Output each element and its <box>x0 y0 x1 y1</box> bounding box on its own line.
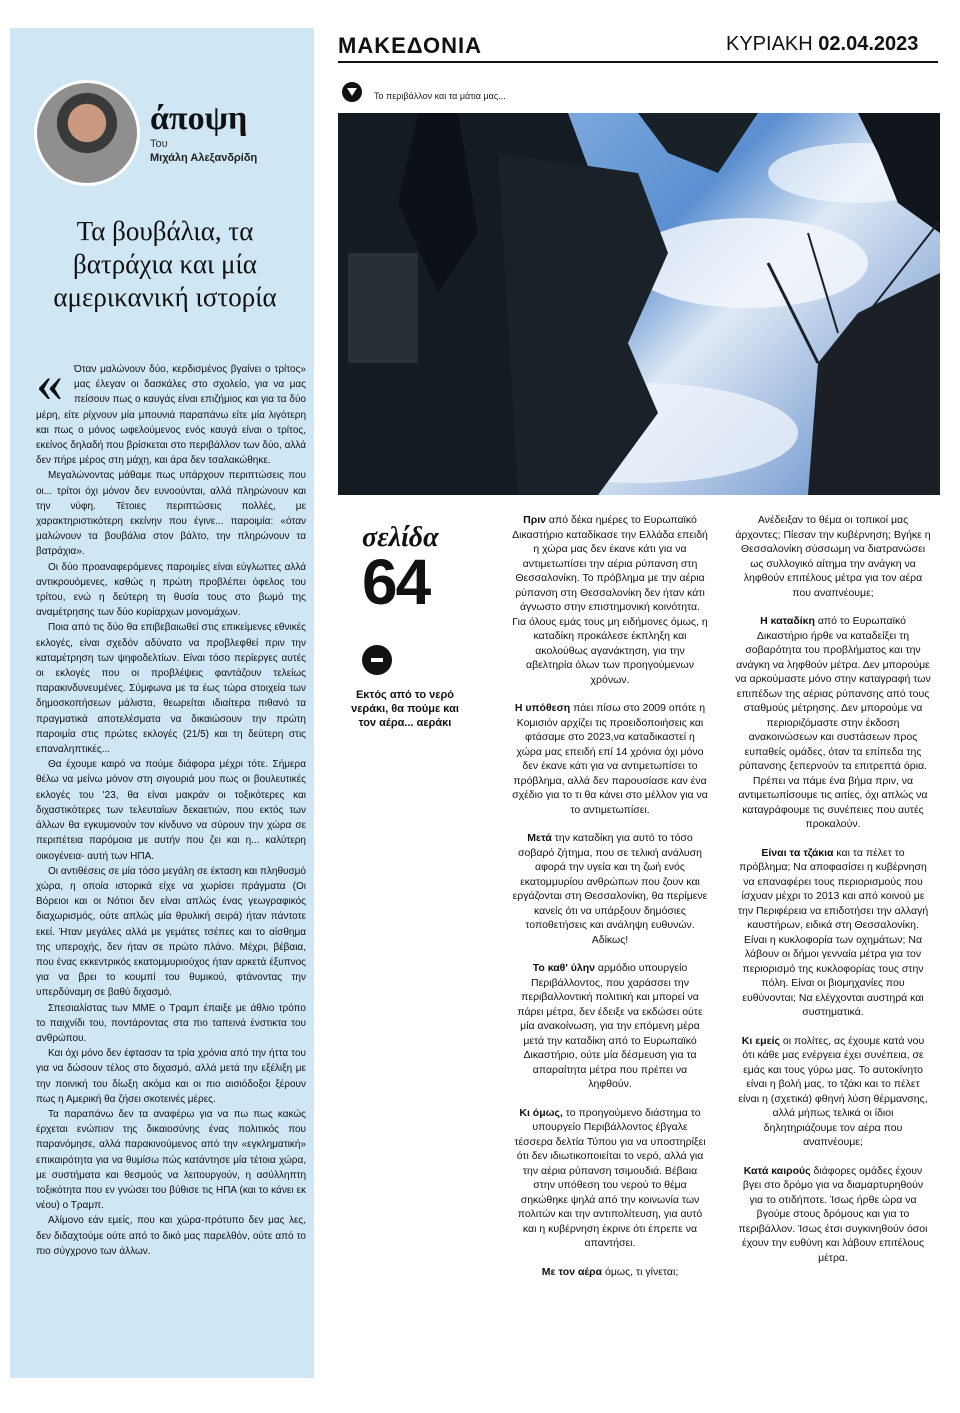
author-avatar <box>34 80 140 186</box>
article-paragraph: Η καταδίκη από το Ευρωπαϊκό Δικαστήριο ήρθε να καταδείξει τη σοβαρότητα του προβλήματος και την ανάγκη να ληφθούν μέτρα. Δεν μπορούμε να αρκούμαστε μόνο στην καταγραφή των επιπέδων της αέριας ρύπανσης από τους σταθμούς μέτρησης. Δεν μπορούμε να περιοριζόμαστε στην έκδοση ανακοινώσεων και συστάσεων προς ευπαθείς ομάδες, όταν τα επίπεδα της ρύπανσης ξεπερνούν τα επιτρεπτά όρια. Πρέπει να πάμε ένα βήμα πριν, να αντιμετωπίσουμε τις αιτίες, όχι απλώς να καταγράφουμε τις συνέπειες που αυτές προκαλούν. <box>735 615 931 830</box>
opinion-paragraph: Όταν μαλώνουν δύο, κερδισμένος βγαίνει ο τρίτος» μας έλεγαν οι δασκάλες στο σχολείο, για να μας πείσουν πως ο καυγάς είναι επιζήμιος και για τα δύο μέρη, είτε ρίχνουν μία μπουνιά παραπάνω είτε μία λιγότερη και πως ο μόνος ωφελούμενος ενός καυγά είναι ο τρίτος, εκείνος δηλαδή που βρίσκεται στο περιβάλλον των δύο, αλλά δεν πήρε μέρος στη μάχη, και άρα δεν τσαλακώθηκε. <box>36 364 306 467</box>
article-paragraph: Κι εμείς οι πολίτες, ας έχουμε κατά νου ότι κάθε μας ενέργεια έχει συνέπεια, σε εμάς και τους γύρω μας. Το αυτοκίνητο είναι η βολή μας, το τζάκι και το πέλετ είναι η (σχετικά) φθηνή λύση θέρμανσης, αλλά μήπως τελικά οι ίδιοι δηλητηριάζουμε τον αέρα που αναπνέουμε; <box>738 1034 928 1148</box>
article-paragraph: Ανέδειξαν το θέμα οι τοπικοί μας άρχοντες; Πίεσαν την κυβέρνηση; Βγήκε η Θεσσαλονίκη σύσσωμη να διατρανώσει ως συλλογικό αίτημα την ανάγκη να ληφθούν επιτέλους μέτρα για τον αέρα που αναπνέουμε; <box>735 514 931 599</box>
quote-mark: « <box>36 353 63 413</box>
opinion-paragraph: Τα παραπάνω δεν τα αναφέρω για να πω πως κακώς έρχεται ενώπιον της δικαιοσύνης ένας πολιτικός που παρανόμησε, αλλά παρακινούμενος από την «εγκληματική» επικαιρότητα για να θυμίσω πώς κατάντησε μία τέτοια χώρα, με συστήματα και θεσμούς να λειτουργούν, η ασύλληπτη τοξικότητα που εν γνώσει του βύθισε τις ΗΠΑ (και το κάνει εκ νέου) ο Τραμπ. <box>36 1108 306 1212</box>
article-paragraph: Η υπόθεση πάει πίσω στο 2009 οπότε η Κομισιόν αρχίζει τις προειδοποιήσεις και φτάσαμε στο 2023,να καταδικαστεί η χώρα μας επειδή επί 14 χρόνια όχι μόνο δεν έκανε κάτι για να αντιμετωπίσει το πρόβλημα, αλλά δεν παρουσίασε καν ένα σχέδιο για το τι θα κάνει στο μέλλον για να το αντιμετωπίσει. <box>512 702 708 816</box>
author-prefix: Του <box>150 138 168 150</box>
opinion-headline: Τα βουβάλια, τα βατράχια και μία αμερικανική ιστορία <box>53 216 277 312</box>
opinion-paragraph: Αλίμονο εάν εμείς, που και χώρα-πρότυπο δεν μας λες, δεν διδαχτούμε ούτε από το δικό μας παρελθόν, ούτε από το πιο σύγχρονο των άλλων. <box>36 1215 306 1257</box>
issue-date <box>726 33 918 56</box>
header-divider <box>338 61 938 63</box>
author-name: Μιχάλη Αλεξανδρίδη <box>150 152 258 164</box>
article-paragraph: Κατά καιρούς διάφορες ομάδες έχουν βγει στο δρόμο για να διαμαρτυρηθούν για το οτιδήποτε. Ίσως ήρθε ώρα να βγούμε στους δρόμους και για το περιβάλλον. Ίσως έτσι συγκινηθούν όσοι έχουν την ευθύνη και λάβουν επιτέλους μέτρα. <box>738 1164 928 1264</box>
article-paragraph: Μετά την καταδίκη για αυτό το τόσο σοβαρό ζήτημα, που σε τελική ανάλυση αφορά την υγεία και τη ζωή ενός εκατομμυρίου ανθρώπων που ζουν και εργάζονται στη Θεσσαλονίκη, θα περίμενε κανείς ότι να υπάρξουν δημόσιες τοποθετήσεις και ανάληψη ευθυνών. Αδίκως! <box>512 832 708 946</box>
newspaper-masthead: ΜΑΚΕΔΟΝΙΑ <box>338 33 482 58</box>
opinion-body <box>36 362 306 1259</box>
article-paragraph: Με τον αέρα όμως, τι γίνεται; <box>541 1265 679 1278</box>
article-column-middle <box>512 513 708 1293</box>
article-column-right <box>735 513 931 1279</box>
page-number: 64 <box>362 546 430 618</box>
photo-caption: Το περιβάλλον και τα μάτια μας... <box>374 91 506 101</box>
opinion-paragraph: Σπεσιαλίστας των ΜΜΕ ο Τραμπ έπαιξε με άθλιο τρόπο το παιχνίδι του, ποντάροντας στα πιο ταπεινά ένστικτα του ανθρώπου. <box>36 1002 306 1044</box>
opinion-paragraph: Και όχι μόνο δεν έφτασαν τα τρία χρόνια από την ήττα του για να δώσουν τέλος στο διχασμό, αλλά μετά την εξέλιξη με την ποινική του δίωξη ακόμα και οι πιο αισιόδοξοι ξέρουν πως η Αμερική θα ζήσει σκοτεινές μέρες. <box>36 1048 306 1105</box>
article-paragraph: Πριν από δέκα ημέρες το Ευρωπαϊκό Δικαστήριο καταδίκασε την Ελλάδα επειδή η χώρα μας δεν έκανε κάτι για να αντιμετωπίσει την αέρια ρύπανση στη Θεσσαλονίκη. Το πρόβλημα με την αέρια ρύπανση στη Θεσσαλονίκη δεν ήταν κάτι άγνωστο στην επιστημονική κοινότητα. Για όλους εμάς τους μη ειδήμονες όμως, η καταδίκη προκάλεσε έκπληξη και ακολούθως αγανάκτηση, για την αβελτηρία όλων των προηγούμενων χρόνων. <box>512 514 708 686</box>
opinion-paragraph: Οι αντιθέσεις σε μία τόσο μεγάλη σε έκταση και πληθυσμό χώρα, η οποία ιστορικά είχε να χωρίσει πράγματα (Οι Βόρειοι και οι Νότιοι δεν είναι απλώς ένας γεωγραφικός διαχωρισμός, ούτε απλώς μία θρυλική σειρά) ήταν πάντοτε εκεί. Ήταν μεγάλες αλλά με γεμάτες τσέπες και το αίσθημα της υπεροχής, δεν ήταν σε πρώτο πλάνο. Μέχρι, βέβαια, που ένας εκκεντρικός εκατομμυριούχος ήταν αρκετά έξυπνος για να βρει το κουμπί του θυμικού, φτάνοντας την υπερδύναμη σε βαθύ διχασμό. <box>36 865 306 999</box>
opinion-paragraph: Οι δύο προαναφερόμενες παροιμίες είναι εύγλωττες αλλά αντικρουόμενες, καθώς η πρώτη προβλέπει όφελος του τρίτου, ενώ η δεύτερη τη θυσία τους στο βωμό της αναμέτρησης των δύο κυρίαρχων μονομάχων. <box>36 561 306 619</box>
opinion-paragraph: Θα έχουμε καιρό να πούμε διάφορα μέχρι τότε. Σήμερα θέλω να μείνω μόνον στη σιγουριά μου πως οι βουλευτικές εκλογές του '23, θα είναι μακράν οι τοξικότερες και διχαστικότερες των τελευταίων δεκαετιών, που εκτός των άλλων θα εγκυμονούν τον κίνδυνο να σύρουν την χώρα σε περιπέτεια παρόμοια με αυτήν που ζει και η... καλύτερη οικογένεια- αυτή των ΗΠΑ. <box>36 759 306 862</box>
section-title: άποψη <box>150 100 248 137</box>
opinion-paragraph: Ποια από τις δύο θα επιβεβαιωθεί στις επικείμενες εθνικές εκλογές, είναι σχεδόν αδύνατο να προβλεφθεί πριν την καταμέτρηση των ψηφοδελτίων. Είναι τόσο περίεργες αυτές οι εκλογές που οι προβλέψεις φαντάζουν τελείως παρακινδυνευμένες. Σύμφωνα με τα έως τώρα στοιχεία των δημοσκοπήσεων μάλιστα, θεωρείται ιδιαίτερα πιθανό τα πραγματικά αποτελέσματα να δικαιώσουν την πρώτη παροιμία στις πρώτες εκλογές (21/5) και τη δεύτερη στις επαναληπτικές... <box>36 622 306 756</box>
issue-date-value: 02.04.2023 <box>818 33 919 55</box>
page-label: σελίδα <box>362 522 439 553</box>
tree-silhouette-illustration <box>338 113 940 495</box>
triangle-down-icon <box>342 82 362 102</box>
minus-circle-icon <box>362 645 392 675</box>
issue-day: ΚΥΡΙΑΚΗ <box>726 33 813 55</box>
article-paragraph: Κι όμως, το προηγούμενο διάστημα το υπουργείο Περιβάλλοντος έβγαλε τέσσερα δελτία Τύπου για να υποστηρίξει ότι δεν ιδιωτικοποιείται το νερό, αλλά για την αέρια ρύπανση τσιμουδιά. Βέβαια στην υπόθεση του νερού το θέμα σηκώθηκε ψηλά από την κοινωνία των πολιτών και την αντιπολίτευση, για αυτό και η κυβέρνηση έκρινε ότι έπρεπε να απαντήσει. <box>514 1106 706 1249</box>
article-paragraph: Είναι τα τζάκια και τα πέλετ το πρόβλημα; Να αποφασίσει η κυβέρνηση να επαναφέρει τους περιορισμούς που ίσχυαν μέχρι το 2013 και από κοινού με την Περιφέρεια να επιδοτήσει την αλλαγή καυστήρων, ειδικά στη Θεσσαλονίκη. Είναι η κυκλοφορία των οχημάτων; Να λάβουν οι δήμοι γενναία μέτρα για τον περιορισμό της κυκλοφορίας τους στην πόλη. Είναι οι βιομηχανίες που ευθύνονται; Να ελέγχονται αυστηρά και συστηματικά. <box>737 846 929 1018</box>
side-note: Εκτός από το νερό νεράκι, θα πούμε και τον αέρα... αεράκι <box>351 689 459 729</box>
opinion-paragraph: Μεγαλώνοντας μάθαμε πως υπάρχουν περιπτώσεις που οι... τρίτοι όχι μόνον δεν ευνοούνται, αλλά πληρώνουν και την νύφη. Τέτοιες περιπτώσεις πολλές, με χαρακτηριστικότερη εκείνην που έγινε... παροιμία: «όταν μαλώνουν τα βουβάλια στον βάλτο, την πληρώνουν τα βατράχια». <box>36 470 306 558</box>
article-paragraph: Το καθ' ύλην αρμόδιο υπουργείο Περιβάλλοντος, που χαράσσει την περιβαλλοντική πολιτική και μπορεί να πάρει μέτρα, δεν έδειξε να εκδώσει ούτε μία ανακοίνωση, για την επόμενη μέρα μετά την καταδίκη από το Ευρωπαϊκό Δικαστήριο, ούτε μία δέσμευση για τα απαραίτητα μέτρα που πρέπει να ληφθούν. <box>517 962 703 1090</box>
tree-sky-photo <box>338 113 940 495</box>
